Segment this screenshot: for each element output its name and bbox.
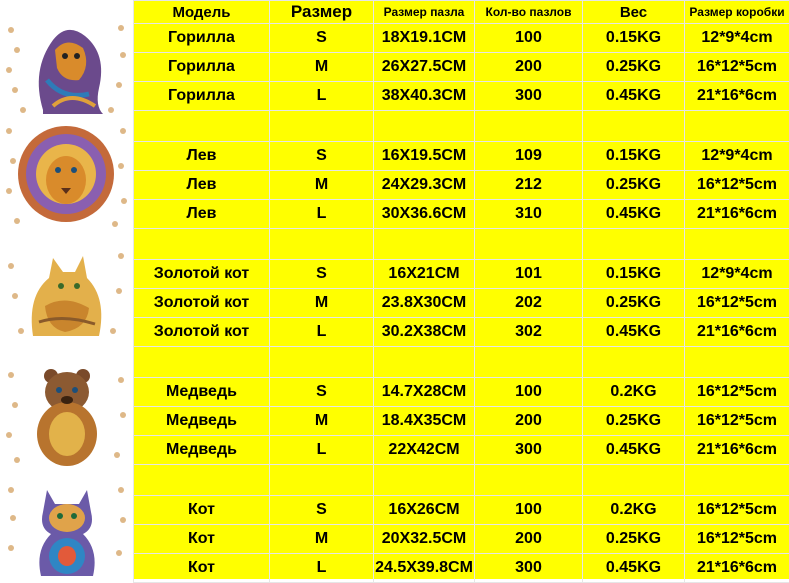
spacer-cell [374,465,475,496]
cell-model: Медведь [134,407,270,436]
spacer-cell [270,229,374,260]
cell-puzzle-size: 20X32.5CM [374,525,475,554]
spacer-row [134,111,789,142]
cell-weight: 0.25KG [583,171,685,200]
table-row [134,260,789,289]
cell-model: Золотой кот [134,260,270,289]
cell-piece-count: 200 [475,53,583,82]
cell-piece-count: 101 [475,260,583,289]
cell-weight: 0.45KG [583,436,685,465]
cell-puzzle-size: 18X19.1CM [374,24,475,53]
spacer-cell [374,229,475,260]
cell-model: Медведь [134,436,270,465]
cell-weight: 0.15KG [583,24,685,53]
spacer-cell [270,347,374,378]
spacer-cell [134,111,270,142]
header-model: Модель [134,1,270,24]
header-puzzle-size: Размер пазла [374,1,475,24]
cell-box-size: 21*16*6cm [685,318,789,347]
cell-box-size: 16*12*5cm [685,171,789,200]
cell-piece-count: 212 [475,171,583,200]
cell-box-size: 16*12*5cm [685,407,789,436]
cell-piece-count: 310 [475,200,583,229]
cell-size: S [270,24,374,53]
golden-cat-puzzle-image [3,236,130,346]
cell-box-size: 21*16*6cm [685,82,789,111]
cell-model: Горилла [134,82,270,111]
cell-piece-count: 109 [475,142,583,171]
spacer-cell [475,111,583,142]
cell-weight: 0.25KG [583,53,685,82]
lion-puzzle-image [3,116,130,234]
spacer-cell [270,465,374,496]
table-row [134,171,789,200]
specs-table [133,0,789,583]
cell-weight: 0.45KG [583,82,685,111]
bear-puzzle-image [3,360,130,470]
cell-box-size: 12*9*4cm [685,24,789,53]
spacer-cell [685,465,789,496]
cell-model: Горилла [134,53,270,82]
table-row [134,142,789,171]
table-row [134,53,789,82]
cell-model: Медведь [134,378,270,407]
cell-weight: 0.15KG [583,142,685,171]
table-row [134,82,789,111]
spacer-cell [583,111,685,142]
cell-model: Лев [134,200,270,229]
table-row [134,200,789,229]
table-row [134,318,789,347]
table-row [134,289,789,318]
cell-weight: 0.2KG [583,496,685,525]
specs-sheet [133,0,789,579]
cell-size: S [270,378,374,407]
header-size: Размер [270,1,374,24]
spacer-cell [583,465,685,496]
table-row [134,436,789,465]
cell-box-size: 16*12*5cm [685,378,789,407]
cell-size: S [270,142,374,171]
cell-size: L [270,82,374,111]
cell-model: Горилла [134,24,270,53]
cell-weight: 0.45KG [583,318,685,347]
cell-puzzle-size: 30X36.6CM [374,200,475,229]
cell-size: S [270,496,374,525]
spacer-cell [134,347,270,378]
cell-puzzle-size: 16X21CM [374,260,475,289]
spacer-cell [685,347,789,378]
spacer-cell [475,229,583,260]
specs-body [134,24,789,583]
cell-weight: 0.25KG [583,407,685,436]
cell-weight: 0.25KG [583,525,685,554]
cell-piece-count: 202 [475,289,583,318]
spacer-row [134,465,789,496]
cell-puzzle-size: 38X40.3CM [374,82,475,111]
cell-box-size: 12*9*4cm [685,260,789,289]
spacer-cell [134,229,270,260]
cell-puzzle-size: 16X19.5CM [374,142,475,171]
cell-size: L [270,200,374,229]
spacer-cell [685,229,789,260]
spacer-cell [475,465,583,496]
cell-model: Лев [134,142,270,171]
cell-model: Лев [134,171,270,200]
cell-piece-count: 300 [475,82,583,111]
cell-size: M [270,525,374,554]
cell-piece-count: 200 [475,407,583,436]
table-row [134,24,789,53]
cell-piece-count: 300 [475,554,583,583]
cell-box-size: 16*12*5cm [685,496,789,525]
spacer-cell [270,111,374,142]
table-row [134,407,789,436]
cell-weight: 0.15KG [583,260,685,289]
table-row [134,525,789,554]
cell-weight: 0.45KG [583,200,685,229]
gorilla-puzzle-image [3,10,130,120]
cell-size: M [270,171,374,200]
cell-model: Кот [134,525,270,554]
cell-size: M [270,289,374,318]
cell-box-size: 16*12*5cm [685,289,789,318]
cell-piece-count: 200 [475,525,583,554]
header-weight: Вес [583,1,685,24]
cell-puzzle-size: 24.5X39.8CM [374,554,475,583]
cell-piece-count: 100 [475,496,583,525]
spacer-cell [583,347,685,378]
cell-model: Кот [134,554,270,583]
cell-piece-count: 100 [475,378,583,407]
spacer-cell [685,111,789,142]
cell-weight: 0.45KG [583,554,685,583]
spacer-cell [374,347,475,378]
cell-puzzle-size: 30.2X38CM [374,318,475,347]
spacer-cell [134,465,270,496]
cell-size: M [270,407,374,436]
cell-weight: 0.2KG [583,378,685,407]
table-row [134,554,789,583]
cell-weight: 0.25KG [583,289,685,318]
spacer-cell [583,229,685,260]
cell-size: L [270,436,374,465]
cell-size: L [270,318,374,347]
cell-size: S [270,260,374,289]
cell-box-size: 21*16*6cm [685,436,789,465]
table-row [134,378,789,407]
cell-puzzle-size: 22X42CM [374,436,475,465]
spacer-cell [374,111,475,142]
header-box-size: Размер коробки [685,1,789,24]
spacer-cell [475,347,583,378]
table-row [134,496,789,525]
cell-box-size: 21*16*6cm [685,200,789,229]
spacer-row [134,347,789,378]
product-thumbnails [0,0,133,579]
cell-puzzle-size: 18.4X35CM [374,407,475,436]
header-row [134,1,789,24]
cell-piece-count: 300 [475,436,583,465]
cell-box-size: 16*12*5cm [685,53,789,82]
cell-box-size: 12*9*4cm [685,142,789,171]
cell-model: Золотой кот [134,289,270,318]
cat-puzzle-image [3,478,130,578]
cell-puzzle-size: 23.8X30CM [374,289,475,318]
cell-model: Золотой кот [134,318,270,347]
cell-box-size: 21*16*6cm [685,554,789,583]
cell-size: M [270,53,374,82]
cell-piece-count: 100 [475,24,583,53]
header-piece-count: Кол-во пазлов [475,1,583,24]
spacer-row [134,229,789,260]
cell-box-size: 16*12*5cm [685,525,789,554]
cell-puzzle-size: 24X29.3CM [374,171,475,200]
cell-piece-count: 302 [475,318,583,347]
cell-puzzle-size: 26X27.5CM [374,53,475,82]
cell-puzzle-size: 14.7X28CM [374,378,475,407]
cell-size: L [270,554,374,583]
cell-model: Кот [134,496,270,525]
cell-puzzle-size: 16X26CM [374,496,475,525]
